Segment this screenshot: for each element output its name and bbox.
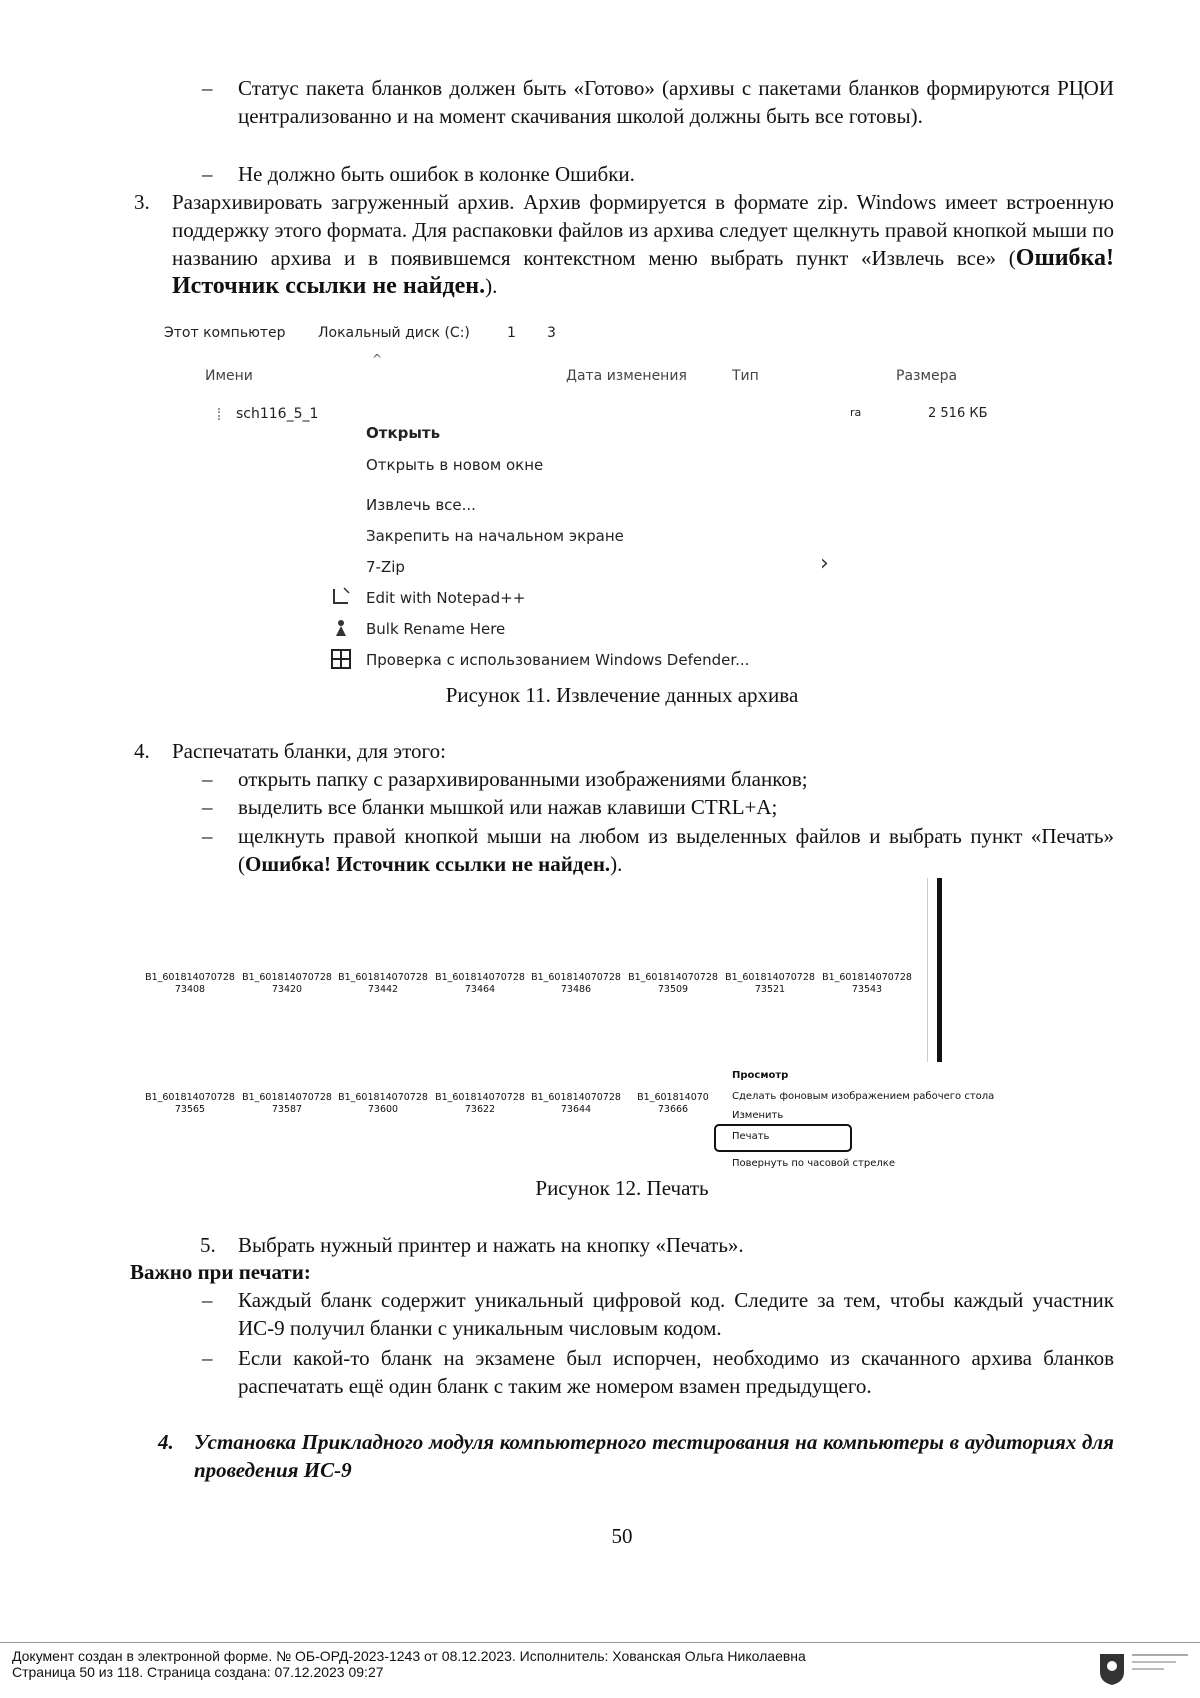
figure-11-caption: Рисунок 11. Извлечение данных архива — [445, 683, 799, 707]
menu-item-edit[interactable]: Изменить — [732, 1110, 784, 1121]
menu-item-bulk-rename[interactable]: Bulk Rename Here — [366, 620, 506, 638]
file-name: sch116_5_1 — [236, 406, 319, 422]
thumbnail-filename-suffix: 73521 — [754, 984, 786, 995]
thumbnail-filename: B1_601814070728 — [725, 972, 815, 983]
breadcrumb-item[interactable]: 1 — [507, 325, 516, 341]
bullet-2-text: Не должно быть ошибок в колонке Ошибки. — [238, 162, 635, 186]
thumbnail-filename: B1_601814070728 — [145, 1092, 235, 1103]
rename-icon — [330, 617, 352, 639]
bullet-1-text: Статус пакета бланков должен быть «Готово» (архивы с пакетами бланков формируются РЦОИ централизованно и на момент скачивания школой должны быть все готовы). — [238, 76, 1114, 128]
form-image-thumbnail[interactable] — [822, 972, 912, 996]
dash: – — [202, 76, 213, 100]
broken-reference: Ошибка! Источник ссылки не найден. — [172, 245, 1114, 299]
submenu-arrow-icon: › — [820, 551, 829, 576]
menu-item-view[interactable]: Просмотр — [732, 1070, 789, 1081]
archive-file-icon — [218, 408, 223, 420]
form-image-thumbnail[interactable] — [531, 972, 621, 996]
thumbnail-filename-suffix: 73464 — [464, 984, 496, 995]
scrollbar-track — [927, 878, 928, 1062]
step-5-number: 5. — [200, 1233, 216, 1257]
step-3-tail: ). — [485, 274, 498, 298]
thumbnail-filename: B1_601814070728 — [531, 972, 621, 983]
thumbnail-filename-suffix: 73486 — [560, 984, 592, 995]
form-image-thumbnail[interactable] — [338, 1092, 428, 1116]
step-4-item-text: выделить все бланки мышкой или нажав клавиши CTRL+A; — [238, 795, 778, 819]
dash: – — [202, 767, 213, 791]
thumbnail-filename: B1_601814070728 — [628, 972, 718, 983]
dash: – — [202, 1288, 213, 1312]
notepad-icon — [330, 585, 352, 607]
thumbnail-filename-suffix: 73543 — [851, 984, 883, 995]
step-4-item-body: щелкнуть правой кнопкой мыши на любом из выделенных файлов и выбрать пункт «Печать» ( — [238, 824, 1114, 876]
important-item-text: Каждый бланк содержит уникальный цифровой код. Следите за тем, чтобы каждый участник ИС-9 получил бланки с уникальным числовым кодом. — [238, 1288, 1114, 1340]
breadcrumb-item[interactable]: 3 — [547, 325, 556, 341]
breadcrumb-item[interactable]: Локальный диск (C:) — [318, 325, 470, 341]
step-3-number: 3. — [134, 190, 150, 214]
thumbnail-filename: B1_601814070728 — [435, 1092, 525, 1103]
file-row[interactable] — [200, 406, 1000, 426]
page-number: 50 — [611, 1524, 633, 1548]
defender-icon — [330, 648, 352, 670]
step-3-text — [172, 188, 1114, 300]
form-image-thumbnail[interactable] — [628, 1092, 718, 1116]
menu-item-rotate[interactable]: Повернуть по часовой стрелке — [732, 1158, 895, 1169]
thumbnail-filename: B1_601814070728 — [338, 1092, 428, 1103]
footer-line-1: Документ создан в электронной форме. № ОБ-ОРД-2023-1243 от 08.12.2023. Исполнитель: Хованская Ольга Николаевна — [12, 1648, 806, 1664]
section-4-number: 4. — [158, 1430, 174, 1454]
column-header-name[interactable]: Имени — [205, 368, 253, 384]
thumbnail-filename-suffix: 73644 — [560, 1104, 592, 1115]
thumbnail-filename: B1_601814070728 — [242, 1092, 332, 1103]
broken-reference: Ошибка! Источник ссылки не найден. — [245, 852, 611, 876]
menu-item-pin-start[interactable]: Закрепить на начальном экране — [366, 527, 624, 545]
thumbnail-filename-suffix: 73565 — [174, 1104, 206, 1115]
sort-caret-icon: ^ — [372, 352, 383, 366]
coat-of-arms-icon — [1098, 1652, 1126, 1686]
thumbnail-filename-suffix: 73587 — [271, 1104, 303, 1115]
dash: – — [202, 162, 213, 186]
menu-item-set-wallpaper[interactable]: Сделать фоновым изображением рабочего стола — [732, 1091, 995, 1102]
section-4-title: Установка Прикладного модуля компьютерного тестирования на компьютеры в аудиториях для проведения ИС-9 — [194, 1430, 1114, 1482]
thumbnail-filename: B1_601814070 — [637, 1092, 709, 1103]
thumbnail-filename: B1_601814070728 — [242, 972, 332, 983]
menu-item-open[interactable]: Открыть — [366, 424, 441, 442]
scrollbar[interactable] — [937, 878, 942, 1062]
important-heading: Важно при печати: — [130, 1260, 311, 1284]
file-type: rа — [850, 406, 862, 419]
step-4-tail: ). — [610, 852, 623, 876]
thumbnail-filename-suffix: 73420 — [271, 984, 303, 995]
thumbnail-filename-suffix: 73622 — [464, 1104, 496, 1115]
thumbnail-filename-suffix: 73509 — [657, 984, 689, 995]
column-header-date[interactable]: Дата изменения — [566, 368, 687, 384]
step-4-number: 4. — [134, 739, 150, 763]
dash: – — [202, 824, 213, 848]
thumbnail-filename: B1_601814070728 — [531, 1092, 621, 1103]
form-image-thumbnail[interactable] — [242, 972, 332, 996]
step-4-item-text: открыть папку с разархивированными изображениями бланков; — [238, 767, 808, 791]
footer-line-2: Страница 50 из 118. Страница создана: 07.12.2023 09:27 — [12, 1664, 384, 1680]
step-3-body: Разархивировать загруженный архив. Архив формируется в формате zip. Windows имеет встроенную поддержку этого формата. Для распаковки файлов из архива следует щелкнуть правой кнопкой мыши по названию архива и в появившемся контекстном меню выбрать пункт «Извлечь все» ( — [172, 190, 1114, 270]
file-size: 2 516 КБ — [928, 406, 988, 421]
form-image-thumbnail[interactable] — [145, 1092, 235, 1116]
breadcrumb-item[interactable]: Этот компьютер — [164, 325, 286, 341]
column-header-type[interactable]: Тип — [732, 368, 759, 384]
thumbnail-filename-suffix: 73442 — [367, 984, 399, 995]
thumbnail-filename: B1_601814070728 — [145, 972, 235, 983]
step-4-text: Распечатать бланки, для этого: — [172, 739, 446, 763]
thumbnail-filename-suffix: 73666 — [657, 1104, 689, 1115]
footer-divider — [0, 1642, 1200, 1643]
thumbnail-filename: B1_601814070728 — [338, 972, 428, 983]
menu-item-open-new-window[interactable]: Открыть в новом окне — [366, 456, 544, 474]
menu-item-print[interactable]: Печать — [732, 1131, 770, 1142]
menu-item-7zip[interactable]: 7-Zip — [366, 558, 405, 576]
dash: – — [202, 1346, 213, 1370]
thumbnail-filename: B1_601814070728 — [822, 972, 912, 983]
column-header-size[interactable]: Размера — [896, 368, 958, 384]
menu-item-notepad[interactable]: Edit with Notepad++ — [366, 589, 526, 607]
thumbnail-filename-suffix: 73600 — [367, 1104, 399, 1115]
form-image-thumbnail[interactable] — [725, 972, 815, 996]
step-4-item-text — [238, 822, 1114, 878]
form-image-thumbnail[interactable] — [435, 1092, 525, 1116]
menu-item-defender[interactable]: Проверка с использованием Windows Defender... — [366, 651, 750, 669]
thumbnail-filename: B1_601814070728 — [435, 972, 525, 983]
figure-12-caption: Рисунок 12. Печать — [535, 1176, 709, 1200]
form-image-thumbnail[interactable] — [338, 972, 428, 996]
dash: – — [202, 795, 213, 819]
form-image-thumbnail[interactable] — [435, 972, 525, 996]
form-image-thumbnail[interactable] — [628, 972, 718, 996]
thumbnail-filename-suffix: 73408 — [174, 984, 206, 995]
government-logo-text — [1132, 1654, 1192, 1680]
form-image-thumbnail[interactable] — [145, 972, 235, 996]
form-image-thumbnail[interactable] — [242, 1092, 332, 1116]
menu-item-extract-all[interactable]: Извлечь все... — [366, 496, 476, 514]
form-image-thumbnail[interactable] — [531, 1092, 621, 1116]
important-item-text: Если какой-то бланк на экзамене был испорчен, необходимо из скачанного архива бланков распечатать ещё один бланк с таким же номером взамен предыдущего. — [238, 1346, 1114, 1398]
step-5-text: Выбрать нужный принтер и нажать на кнопку «Печать». — [238, 1233, 744, 1257]
